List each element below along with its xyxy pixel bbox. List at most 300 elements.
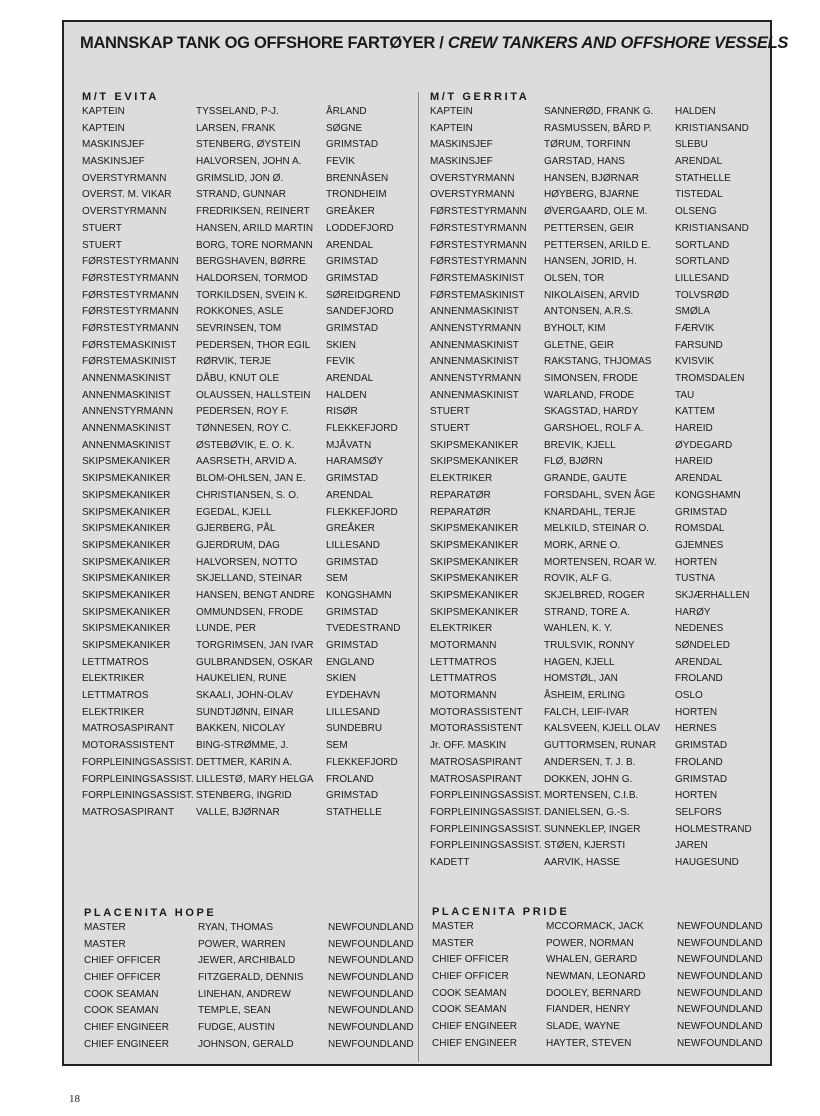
crew-hometown: HERNES (675, 723, 717, 735)
crew-row (82, 571, 416, 588)
crew-row (430, 805, 775, 822)
crew-hometown: HARØY (675, 606, 711, 618)
crew-rank: SKIPSMEKANIKER (430, 573, 519, 585)
crew-rank: SKIPSMEKANIKER (430, 539, 519, 551)
crew-row (82, 421, 416, 438)
crew-hometown: NEWFOUNDLAND (328, 922, 414, 933)
crew-rank: CHIEF OFFICER (84, 972, 161, 984)
crew-rank: FORPLEININGSASSIST. (430, 790, 542, 802)
crew-name: KNARDAHL, TERJE (544, 506, 636, 518)
crew-name: MELKILD, STEINAR O. (544, 523, 650, 535)
crew-row (82, 171, 416, 188)
crew-row (430, 738, 775, 755)
crew-rank: MOTORASSISTENT (430, 723, 523, 735)
crew-row (84, 920, 418, 937)
crew-name: SANNERØD, FRANK G. (544, 106, 654, 117)
crew-rank: OVERSTYRMANN (430, 172, 515, 184)
crew-row (430, 555, 775, 572)
crew-hometown: NEWFOUNDLAND (677, 937, 763, 949)
page-number: 18 (69, 1093, 80, 1105)
crew-row (430, 588, 775, 605)
crew-name: SUNDTJØNN, EINAR (196, 706, 294, 718)
crew-row (430, 705, 775, 722)
crew-row (430, 822, 775, 839)
crew-name: WHALEN, GERARD (546, 954, 638, 966)
crew-row (82, 538, 416, 555)
crew-hometown: HAREID (675, 456, 713, 468)
crew-row (82, 338, 416, 355)
crew-hometown: ARENDAL (675, 473, 723, 485)
crew-rank: REPARATØR (430, 506, 491, 518)
crew-rank: SKIPSMEKANIKER (430, 456, 519, 468)
crew-hometown: GREÅKER (326, 206, 375, 218)
crew-name: HAGEN, KJELL (544, 656, 615, 668)
crew-hometown: NEWFOUNDLAND (677, 954, 763, 966)
crew-hometown: KVISVIK (675, 356, 714, 368)
crew-name: GJERDRUM, DAG (196, 539, 280, 551)
crew-rank: SKIPSMEKANIKER (430, 556, 519, 568)
crew-hometown: NEDENES (675, 623, 724, 635)
crew-rank: ANNENMASKINIST (430, 306, 519, 318)
crew-rank: ELEKTRIKER (82, 673, 145, 685)
crew-row (82, 371, 416, 388)
crew-rank: KAPTEIN (82, 122, 125, 134)
crew-rank: MASKINSJEF (430, 139, 493, 151)
crew-hometown: LILLESAND (675, 272, 729, 284)
crew-hometown: SØGNE (326, 122, 363, 134)
crew-row (430, 638, 775, 655)
crew-hometown: HALDEN (675, 106, 716, 117)
crew-hometown: GJEMNES (675, 539, 724, 551)
crew-row (432, 986, 777, 1003)
crew-row (430, 404, 775, 421)
crew-row (430, 788, 775, 805)
crew-rank: FORPLEININGSASSIST. (82, 756, 194, 768)
crew-rank: MASKINSJEF (82, 156, 145, 168)
crew-rank: SKIPSMEKANIKER (82, 523, 171, 535)
crew-row (430, 321, 775, 338)
crew-name: HOMSTØL, JAN (544, 673, 618, 685)
crew-hometown: ENGLAND (326, 656, 375, 668)
crew-name: PEDERSEN, ROY F. (196, 406, 289, 418)
crew-name: STRAND, TORE A. (544, 606, 630, 618)
crew-hometown: FLEKKEFJORD (326, 756, 398, 768)
crew-rank: MOTORASSISTENT (82, 740, 175, 752)
crew-rank: FØRSTESTYRMANN (430, 256, 527, 268)
crew-hometown: ARENDAL (326, 239, 374, 251)
crew-row (82, 471, 416, 488)
crew-hometown: GRIMSTAD (326, 139, 379, 151)
crew-rank: STUERT (82, 239, 122, 251)
crew-hometown: KATTEM (675, 406, 715, 418)
crew-row (430, 304, 775, 321)
crew-row (82, 772, 416, 789)
crew-hometown: HALDEN (326, 389, 367, 401)
crew-rank: ELEKTRIKER (430, 623, 493, 635)
crew-name: STENBERG, ØYSTEIN (196, 139, 301, 151)
crew-row (430, 121, 775, 138)
crew-rows (432, 919, 777, 1053)
vessel-heading: M/T GERRITA (430, 91, 530, 103)
crew-row (82, 738, 416, 755)
crew-hometown: SELFORS (675, 806, 722, 818)
crew-name: AARVIK, HASSE (544, 856, 620, 868)
crew-row (82, 454, 416, 471)
crew-name: LARSEN, FRANK (196, 122, 276, 134)
crew-row (82, 404, 416, 421)
crew-name: TRULSVIK, RONNY (544, 640, 635, 651)
crew-rank: SKIPSMEKANIKER (82, 539, 171, 551)
crew-rank: FORPLEININGSASSIST. (430, 840, 542, 852)
crew-hometown: OSLO (675, 690, 703, 702)
crew-hometown: NEWFOUNDLAND (677, 921, 763, 932)
crew-hometown: ARENDAL (675, 656, 723, 668)
crew-hometown: SØNDELED (675, 640, 731, 651)
crew-hometown: OLSENG (675, 206, 717, 218)
crew-rank: LETTMATROS (430, 673, 497, 685)
crew-hometown: KRISTIANSAND (675, 222, 749, 234)
crew-row (430, 388, 775, 405)
crew-row (430, 271, 775, 288)
crew-rank: ANNENMASKINIST (430, 339, 519, 351)
crew-hometown: EYDEHAVN (326, 690, 381, 702)
crew-hometown: BRENNÅSEN (326, 172, 389, 184)
crew-name: GULBRANDSEN, OSKAR (196, 656, 313, 668)
crew-hometown: GRIMSTAD (326, 640, 379, 651)
crew-rank: LETTMATROS (430, 656, 497, 668)
crew-row (82, 621, 416, 638)
crew-hometown: TVEDESTRAND (326, 623, 401, 635)
vessel-heading: PLACENITA PRIDE (432, 906, 570, 918)
title-english: CREW TANKERS AND OFFSHORE VESSELS (447, 34, 789, 52)
crew-rank: SKIPSMEKANIKER (82, 556, 171, 568)
crew-name: GRANDE, GAUTE (544, 473, 627, 485)
crew-hometown: TUSTNA (675, 573, 715, 585)
crew-name: DETTMER, KARIN A. (196, 756, 293, 768)
crew-hometown: NEWFOUNDLAND (328, 1022, 414, 1034)
crew-name: RØRVIK, TERJE (196, 356, 272, 368)
crew-hometown: ROMSDAL (675, 523, 725, 535)
crew-row (430, 505, 775, 522)
crew-name: ØSTEBØVIK, E. O. K. (196, 439, 295, 451)
crew-hometown: FEVIK (326, 356, 355, 368)
crew-hometown: HARAMSØY (326, 456, 384, 468)
crew-hometown: HORTEN (675, 706, 718, 718)
crew-rank: ANNENSTYRMANN (430, 373, 522, 384)
crew-rank: SKIPSMEKANIKER (82, 489, 171, 501)
crew-name: JEWER, ARCHIBALD (198, 955, 296, 967)
crew-row (82, 187, 416, 204)
crew-name: ROKKONES, ASLE (196, 306, 284, 318)
crew-name: DÅBU, KNUT OLE (196, 373, 280, 384)
crew-row (82, 488, 416, 505)
crew-name: HAYTER, STEVEN (546, 1037, 632, 1049)
crew-name: PEDERSEN, THOR EGIL (196, 339, 311, 351)
crew-name: STENBERG, INGRID (196, 790, 292, 802)
crew-hometown: HORTEN (675, 556, 718, 568)
crew-name: TØRUM, TORFINN (544, 139, 631, 151)
crew-rank: MASTER (84, 938, 126, 950)
crew-rank: ANNENMASKINIST (430, 356, 519, 368)
crew-row (430, 221, 775, 238)
crew-rank: STUERT (82, 222, 122, 234)
crew-hometown: TISTEDAL (675, 189, 723, 201)
crew-row (430, 454, 775, 471)
crew-hometown: GRIMSTAD (326, 272, 379, 284)
crew-name: GARSTAD, HANS (544, 156, 625, 168)
crew-row (430, 621, 775, 638)
crew-name: SKJELBRED, ROGER (544, 589, 645, 601)
crew-rows (82, 104, 416, 822)
crew-rank: CHIEF OFFICER (432, 954, 509, 966)
crew-rank: SKIPSMEKANIKER (82, 606, 171, 618)
crew-row (82, 705, 416, 722)
crew-rank: CHIEF ENGINEER (432, 1037, 518, 1049)
crew-name: PETTERSEN, GEIR (544, 222, 635, 234)
crew-hometown: GRIMSTAD (326, 556, 379, 568)
crew-hometown: SLEBU (675, 139, 708, 151)
crew-name: KALSVEEN, KJELL OLAV (544, 723, 661, 735)
crew-rank: OVERSTYRMANN (430, 189, 515, 201)
crew-hometown: HORTEN (675, 790, 718, 802)
crew-row (82, 221, 416, 238)
crew-row (430, 471, 775, 488)
crew-name: HANSEN, BJØRNAR (544, 172, 640, 184)
crew-row (432, 919, 777, 936)
crew-name: NEWMAN, LEONARD (546, 971, 646, 983)
crew-hometown: KONGSHAMN (326, 589, 392, 601)
crew-row (430, 421, 775, 438)
crew-hometown: LILLESAND (326, 539, 380, 551)
crew-name: SKJELLAND, STEINAR (196, 573, 303, 585)
crew-row (84, 937, 418, 954)
crew-name: HALDORSEN, TORMOD (196, 272, 308, 284)
crew-hometown: STATHELLE (326, 806, 382, 818)
crew-name: BAKKEN, NICOLAY (196, 723, 286, 735)
crew-rank: MOTORMANN (430, 640, 497, 651)
crew-hometown: TAU (675, 389, 695, 401)
crew-name: AASRSETH, ARVID A. (196, 456, 297, 468)
crew-rank: FORPLEININGSASSIST. (430, 823, 542, 835)
crew-rank: SKIPSMEKANIKER (82, 473, 171, 485)
crew-row (430, 855, 775, 872)
crew-row (430, 538, 775, 555)
crew-hometown: FLEKKEFJORD (326, 423, 398, 435)
crew-name: FITZGERALD, DENNIS (198, 972, 304, 984)
crew-name: TEMPLE, SEAN (198, 1005, 271, 1017)
crew-name: ANTONSEN, A.R.S. (544, 306, 634, 318)
page-title (80, 34, 789, 53)
crew-row (430, 838, 775, 855)
crew-name: RASMUSSEN, BÅRD P. (544, 122, 652, 134)
crew-rank: COOK SEAMAN (432, 987, 507, 999)
crew-rank: STUERT (430, 406, 470, 418)
crew-rows (430, 104, 775, 872)
crew-hometown: NEWFOUNDLAND (328, 1038, 414, 1050)
crew-rank: SKIPSMEKANIKER (82, 623, 171, 635)
crew-row (430, 171, 775, 188)
crew-rank: MATROSASPIRANT (430, 773, 523, 785)
crew-name: GLETNE, GEIR (544, 339, 615, 351)
crew-name: HØYBERG, BJARNE (544, 189, 640, 201)
crew-rank: STUERT (430, 423, 470, 435)
crew-hometown: SORTLAND (675, 256, 730, 268)
crew-name: LILLESTØ, MARY HELGA (196, 773, 314, 785)
crew-hometown: GRIMSTAD (675, 773, 728, 785)
crew-rank: MASTER (84, 922, 126, 933)
crew-hometown: FLEKKEFJORD (326, 506, 398, 518)
crew-hometown: NEWFOUNDLAND (677, 971, 763, 983)
crew-row (430, 438, 775, 455)
crew-name: TØNNESEN, ROY C. (196, 423, 292, 435)
crew-hometown: STATHELLE (675, 172, 731, 184)
crew-hometown: NEWFOUNDLAND (677, 987, 763, 999)
crew-hometown: SKJÆRHALLEN (675, 589, 750, 601)
crew-row (82, 254, 416, 271)
crew-hometown: TROMSDALEN (675, 373, 745, 384)
crew-rank: CHIEF ENGINEER (84, 1022, 170, 1034)
crew-rank: FØRSTEMASKINIST (82, 339, 177, 351)
crew-hometown: SMØLA (675, 306, 711, 318)
crew-name: CHRISTIANSEN, S. O. (196, 489, 299, 501)
crew-name: BREVIK, KJELL (544, 439, 616, 451)
crew-hometown: NEWFOUNDLAND (328, 972, 414, 984)
crew-hometown: TOLVSRØD (675, 289, 730, 301)
crew-row (82, 304, 416, 321)
crew-row (432, 936, 777, 953)
crew-hometown: NEWFOUNDLAND (677, 1037, 763, 1049)
crew-hometown: HAUGESUND (675, 856, 739, 868)
crew-hometown: LILLESAND (326, 706, 380, 718)
crew-rank: ANNENMASKINIST (430, 389, 519, 401)
crew-rank: MASTER (432, 937, 474, 949)
crew-rank: CHIEF OFFICER (84, 955, 161, 967)
crew-rank: CHIEF ENGINEER (432, 1021, 518, 1033)
vessel-heading: PLACENITA HOPE (84, 907, 217, 919)
crew-rank: FØRSTESTYRMANN (430, 206, 527, 218)
crew-name: RAKSTANG, THJOMAS (544, 356, 652, 368)
crew-hometown: KONGSHAMN (675, 489, 741, 501)
crew-row (430, 605, 775, 622)
crew-name: ANDERSEN, T. J. B. (544, 756, 636, 768)
crew-hometown: JAREN (675, 840, 708, 852)
crew-row (84, 953, 418, 970)
crew-rank: KAPTEIN (82, 106, 125, 117)
crew-rank: SKIPSMEKANIKER (430, 523, 519, 535)
column-divider (418, 92, 419, 1062)
crew-row (430, 671, 775, 688)
crew-row (84, 1003, 418, 1020)
crew-rank: FORPLEININGSASSIST. (82, 790, 194, 802)
crew-name: OLSEN, TOR (544, 272, 605, 284)
crew-row (430, 238, 775, 255)
crew-list-placenita-hope (84, 906, 418, 1054)
crew-rank: FORPLEININGSASSIST. (82, 773, 194, 785)
crew-hometown: FROLAND (326, 773, 374, 785)
crew-hometown: NEWFOUNDLAND (328, 938, 414, 950)
crew-row (82, 388, 416, 405)
crew-hometown: SØREIDGREND (326, 289, 401, 301)
crew-name: SIMONSEN, FRODE (544, 373, 638, 384)
crew-name: BORG, TORE NORMANN (196, 239, 313, 251)
crew-hometown: GRIMSTAD (326, 606, 379, 618)
crew-row (82, 788, 416, 805)
crew-row (82, 104, 416, 121)
crew-row (82, 805, 416, 822)
crew-name: MCCORMACK, JACK (546, 921, 644, 932)
crew-name: OLAUSSEN, HALLSTEIN (196, 389, 311, 401)
crew-rank: COOK SEAMAN (432, 1004, 507, 1016)
crew-row (84, 970, 418, 987)
crew-name: ØVERGAARD, OLE M. (544, 206, 648, 218)
crew-hometown: SANDEFJORD (326, 306, 394, 318)
crew-row (430, 104, 775, 121)
crew-row (430, 655, 775, 672)
crew-row (430, 254, 775, 271)
crew-rank: ELEKTRIKER (82, 706, 145, 718)
crew-name: SUNNEKLEP, INGER (544, 823, 641, 835)
crew-row (430, 154, 775, 171)
crew-name: DOOLEY, BERNARD (546, 987, 641, 999)
crew-row (82, 288, 416, 305)
crew-row (82, 521, 416, 538)
crew-name: GUTTORMSEN, RUNAR (544, 740, 657, 752)
crew-rank: SKIPSMEKANIKER (82, 589, 171, 601)
crew-name: WAHLEN, K. Y. (544, 623, 613, 635)
crew-name: SKAALI, JOHN-OLAV (196, 690, 294, 702)
crew-row (84, 1020, 418, 1037)
crew-rank: ANNENSTYRMANN (82, 406, 174, 418)
crew-hometown: GREÅKER (326, 523, 375, 535)
crew-hometown: SORTLAND (675, 239, 730, 251)
crew-row (430, 755, 775, 772)
crew-name: TORKILDSEN, SVEIN K. (196, 289, 308, 301)
crew-rank: SKIPSMEKANIKER (430, 589, 519, 601)
crew-name: FREDRIKSEN, REINERT (196, 206, 310, 218)
crew-rank: KAPTEIN (430, 122, 473, 134)
crew-row (430, 721, 775, 738)
crew-hometown: GRIMSTAD (326, 790, 379, 802)
crew-hometown: MJÅVATN (326, 439, 372, 451)
crew-hometown: HOLMESTRAND (675, 823, 752, 835)
crew-name: BING-STRØMME, J. (196, 740, 289, 752)
crew-hometown: GRIMSTAD (326, 322, 379, 334)
crew-hometown: ØYDEGARD (675, 439, 733, 451)
crew-rank: FØRSTESTYRMANN (82, 306, 179, 318)
crew-row (82, 137, 416, 154)
crew-rank: SKIPSMEKANIKER (82, 640, 171, 651)
crew-name: FUDGE, AUSTIN (198, 1022, 275, 1034)
crew-row (430, 204, 775, 221)
crew-rank: OVERST. M. VIKAR (82, 189, 172, 201)
crew-name: LINEHAN, ANDREW (198, 988, 291, 1000)
crew-rank: FORPLEININGSASSIST. (430, 806, 542, 818)
crew-name: OMMUNDSEN, FRODE (196, 606, 304, 618)
crew-rank: ANNENMASKINIST (82, 389, 171, 401)
crew-row (430, 521, 775, 538)
crew-hometown: NEWFOUNDLAND (677, 1004, 763, 1016)
crew-list-evita (82, 90, 416, 822)
crew-rank: MATROSASPIRANT (82, 806, 175, 818)
crew-row (82, 505, 416, 522)
crew-name: BYHOLT, KIM (544, 322, 606, 334)
crew-rank: MASKINSJEF (82, 139, 145, 151)
crew-name: FALCH, LEIF-IVAR (544, 706, 629, 718)
crew-row (432, 952, 777, 969)
crew-hometown: NEWFOUNDLAND (328, 955, 414, 967)
crew-rank: SKIPSMEKANIKER (82, 573, 171, 585)
crew-row (82, 438, 416, 455)
